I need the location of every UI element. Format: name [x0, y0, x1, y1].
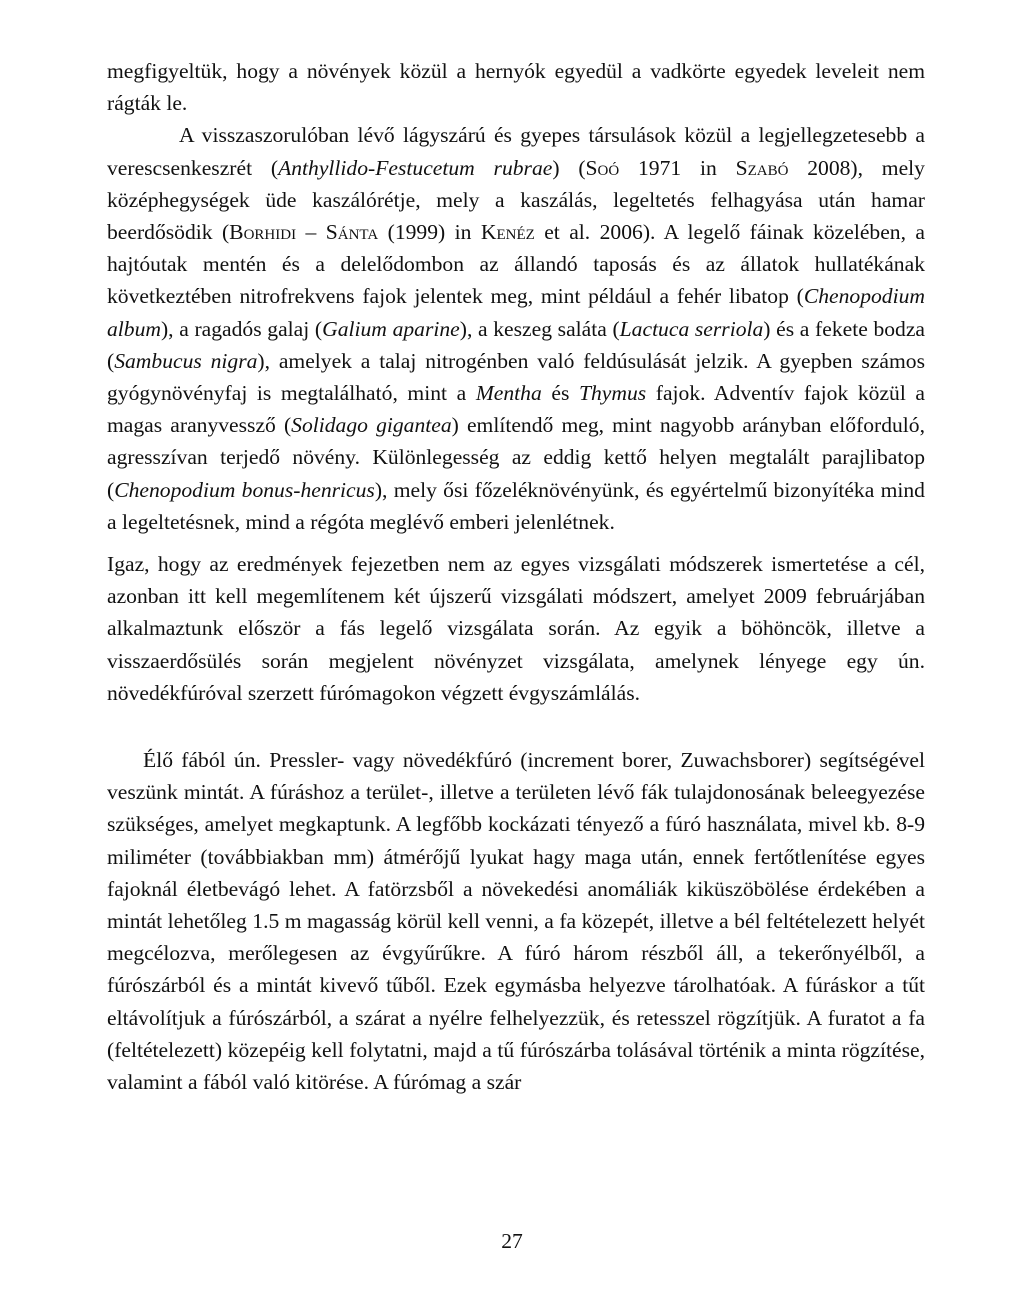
paragraph-4: Élő fából ún. Pressler- vagy növedékfúró (increment borer, Zuwachsborer) segítségével veszünk mintát. A fúráshoz a terület-, illetve a területen lévő fák tulajdonosának beleegyezése szükséges, amelyet megkaptunk. A legfőbb kockázati tényező a fúró használata, mivel kb. 8-9 miliméter (továbbiakban mm) átmérőjű lyukat hagy maga után, ennek fertőtlenítése egyes fajoknál életbevágó lehet. A fatörzsből a növekedési anomáliák kiküszöbölése érdekében a mintát lehetőleg 1.5 m magasság körül kell venni, a fa közepét, illetve a bél feltételezett helyét megcélozva, merőlegesen az évgyűrűkre. A fúró három részből áll, a tekerőnyélből, a fúrószárból és a mintát kivevő tűből. Ezek egymásba helyezve tárolhatóak. A fúráskor a tűt eltávolítjuk a fúrószárból, a szárat a nyélre felhelyezzük, és retesszel rögzítjük. A furatot a fa (feltételezett) közepéig kell folytatni, majd a tű fúrószárba tolásával történik a minta rögzítése, valamint a fából való kitörése. A fúrómag a szár [107, 748, 925, 1095]
genus-name: Mentha [475, 381, 542, 406]
author-name: Soó [585, 155, 620, 180]
species-name: Solidago gigantea [291, 413, 452, 438]
species-name: Anthyllido-Festucetum rubrae [278, 155, 553, 180]
species-name: Lactuca serriola [619, 316, 764, 341]
author-name: Kenéz [480, 220, 535, 245]
species-name: Chenopodium album [107, 284, 925, 341]
genus-name: Thymus [578, 381, 647, 406]
page-body [107, 55, 925, 1098]
page-number: 27 [501, 1229, 523, 1253]
author-name: Szabó [735, 155, 789, 180]
species-name: Sambucus nigra [114, 348, 258, 373]
species-name: Galium aparine [322, 316, 460, 341]
paragraph-2: A visszaszorulóban lévő lágyszárú és gyepes társulások közül a legjellegzetesebb a verescsenkeszrét (Anthyllido-Festucetum rubrae) (Soó 1971 in Szabó 2008), mely középhegységek üde kaszálórétje, mely a kaszálás, legeltetés felhagyása után hamar beerdősödik (Borhidi – Sánta (1999) in Kenéz et al. 2006). A legelő fáinak közelében, a hajtóutak mentén és a delelődombon az állandó taposás és az állatok hullatékának következtében nitrofrekvens fajok jelentek meg, mint például a fehér libatop (Chenopodium album), a ragadós galaj (Galium aparine), a keszeg saláta (Lactuca serriola) és a fekete bodza (Sambucus nigra), amelyek a talaj nitrogénben való feldúsulását jelzik. A gyepben számos gyógynövényfaj is megtalálható, mint a Mentha és Thymus fajok. Adventív fajok közül a magas aranyvessző (Solidago gigantea) említendő meg, mint nagyobb arányban előforduló, agresszívan terjedő növény. Különlegesség az eddig kettő helyen megtalált parajlibatop (Chenopodium bonus-henricus), mely ősi főzeléknövényünk, és egyértelmű bizonyítéka mind a legeltetésnek, mind a régóta meglévő emberi jelenlétnek. [107, 123, 926, 534]
species-name: Chenopodium bonus-henricus [114, 477, 375, 502]
paragraph-3: Igaz, hogy az eredmények fejezetben nem az egyes vizsgálati módszerek ismertetése a cél, azonban itt kell megemlítenem két újszerű vizsgálati módszert, amelyet 2009 februárjában alkalmaztunk először a fás legelő vizsgálata során. Az egyik a böhöncök, illetve a visszaerdősülés során megjelent növényzet vizsgálata, amelynek lényege egy ún. növedékfúróval szerzett fúrómagokon végzett évgyszámlálás. [107, 552, 925, 705]
author-name: Borhidi – Sánta [229, 220, 379, 245]
paragraph-1: megfigyeltük, hogy a növények közül a hernyók egyedül a vadkörte egyedek leveleit nem rágták le. [107, 59, 925, 116]
